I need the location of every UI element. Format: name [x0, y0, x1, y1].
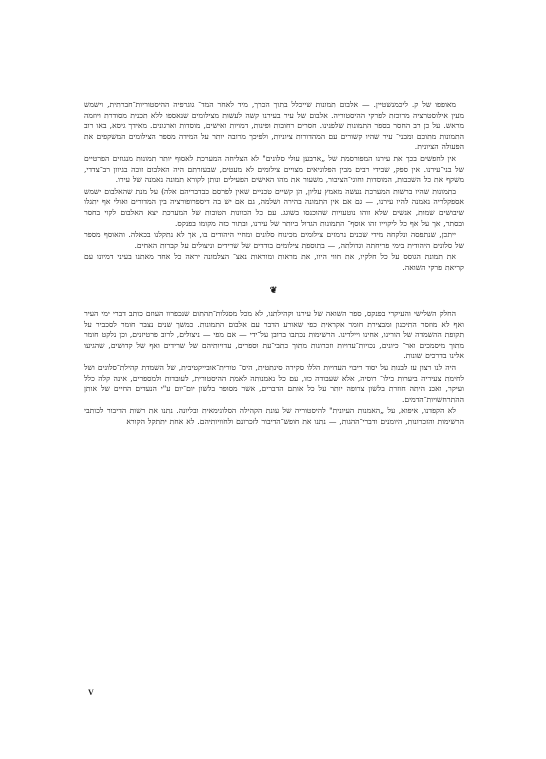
paragraph: ייתכן, שנתפסה ונלקחה מידי שכנים נרמזים צילומים מכינוח סלונים ומחיי היהודים בו, אך לא נתקלנו בכאלה. והאוסף מספר של סלונים היהודית בימי פריחתה וגדולתה, — בתוספת צילומים בודדים של שרידים וניצולים על קברות האחים. [84, 230, 464, 250]
paragraph: לא הקפדנו, איפוא, על „האמנות העיונית" להיסטוריה של עונת הקהילה הסלונימאית ובליונה. נתנו את רשות הדיבור לכותבי הרשימות והזכרונות, היומנים ודברי־ההגות, — נתנו את חופש־הדיבור לזכרונם ולחוויותיהם. לא אחת יתתקל הקורא [84, 406, 464, 427]
section-divider-ornament: ❦ [269, 285, 279, 296]
paragraph: את תמונת הגוסס על כל חלקיו, את חווי היוו, את מראות ומוראות נאצ־ הצלמונה יראה כל אחד מאתנו בעיני דמיונו עם קריאת פרקי השואה. [84, 252, 464, 272]
paragraph: בתמונות שהיו ברשות המערכת נעשה מאמץ עליון, הן קשיים טכניים שאין לפרסם כבדבריהם אלה) על מנת שהאלבום ישמש אספקלריה נאמנה להיו עירנו, — גם אם אין התמונה בהירה ושלמה, גם אם יש בה דיספרופורציה בין המדורים ואולי אף יתגלו שיבושים שמות, אנשים שלא זוהו נוטעויות שהוכנסו בשוגג. עם כל הכוונות הטובות של המערכת יצא האלבום לקוי בחסר ובסתר, אך על אף כל ליקוייו זהו אוסף־ התמונות הגדול ביותר של עירנו, ובתור כזה מקומו בפנקס. [84, 186, 464, 228]
page-number: V [88, 688, 94, 697]
paragraph: מאופפו של ק. ליכמנשטיין. — אלבום תמונות שייכלל בתוך הכרך, מיד לאחר המד־ גוגרפיה ההיסטוריות־חברתית, וישמש מעין אילוסטרציה מרוכזת לפרקי ההיסטוריה. אלבום של עיר בעירנו קשה לעשות מצילומים שנאספו ללא תכנית מסודרת ויוזמה מראש. על כן רב החסר בספר התמונות שלפנינו. חסרים רחובות ופינות, דמויות ואישים, מוסדות וארגונים. מאידך גיסא, באו רוב התמונות מתוכם ומבני־ עיר שהיו קשורים עם המהדורות ציוניות, ולפיכך מרובה יותר על המידה מספר הצילומים המשקפים את הפעולה הציונית. [84, 100, 464, 152]
body-text [84, 100, 464, 429]
paragraph: היה לנו רצון עז לבנות על יסוד ריבוי העדויות הללו סקירה סינתטית, היס־ טורית־אובייקטיבית, של השמדת קהילת־סלונים ושל לחימת צעיריה ביערות בילו־ רוסיה, אלא שעבודה כזו, עם כל נאמנותה לאמת ההיסטורית, לעובדות ולמספרים, אינה קלה כלל ועיקר, ואכנ היתה חוזרת בלשון צרופה יותר על כל אותם הדברים, אשר מסופר בלשון יום־יום ע"י הנעדים החיים של אותן ההתרחשויות־הדמים. [84, 363, 464, 404]
paragraph: החלק השלישי והעיקרי בפנקס, ספר השואה של עירנו וקהילתנו, לא מכל מסגלות־תהתום שנכפרוו העוזם כותב דברי ימי העיר ואף לא מוזסר התיכנון ומבצירת חומר אקראית כפי שאורע הדבר עם אלבום התמונות. כמשך שנים נצבר חומר לסכביר על תקופת ההשמדה של הורינו, אחינו ויילדינו. הרשימות נכתבו ברובן על־ידי — אם מפי — ניצולים, לרוב פרטיזנים, וכן נלקט חומר מתוך מיסמכים ואר־ כיונים, נכויות־עדויות וזכרונות מתוך כתבי־עת וספרים, עדויותיהם של שרידים ואף של קדושים, שהגיעו אלינו בדרכים שונות. [84, 309, 464, 361]
paragraph: אין לחפשים בכך את עירנו המפורסמת של „ארבען עולי סלונים" לא הצליחה המערכת לאסוף יותר תמונות מנגוזים הפרטיים של בני־עירנו. אין ספק, שבידי רבים מבין הפלוניאים מצויים צילומים לא מעטים, שבעזרתם היה האלבום זוכה בגיוון רב־צדדי, משקף את כל השכבות, המוסדות וחוגי־הציבור, משעור את מהו האישים הפעילים ונותן לקורא תמונה נאמנה של עירו. [84, 153, 464, 185]
